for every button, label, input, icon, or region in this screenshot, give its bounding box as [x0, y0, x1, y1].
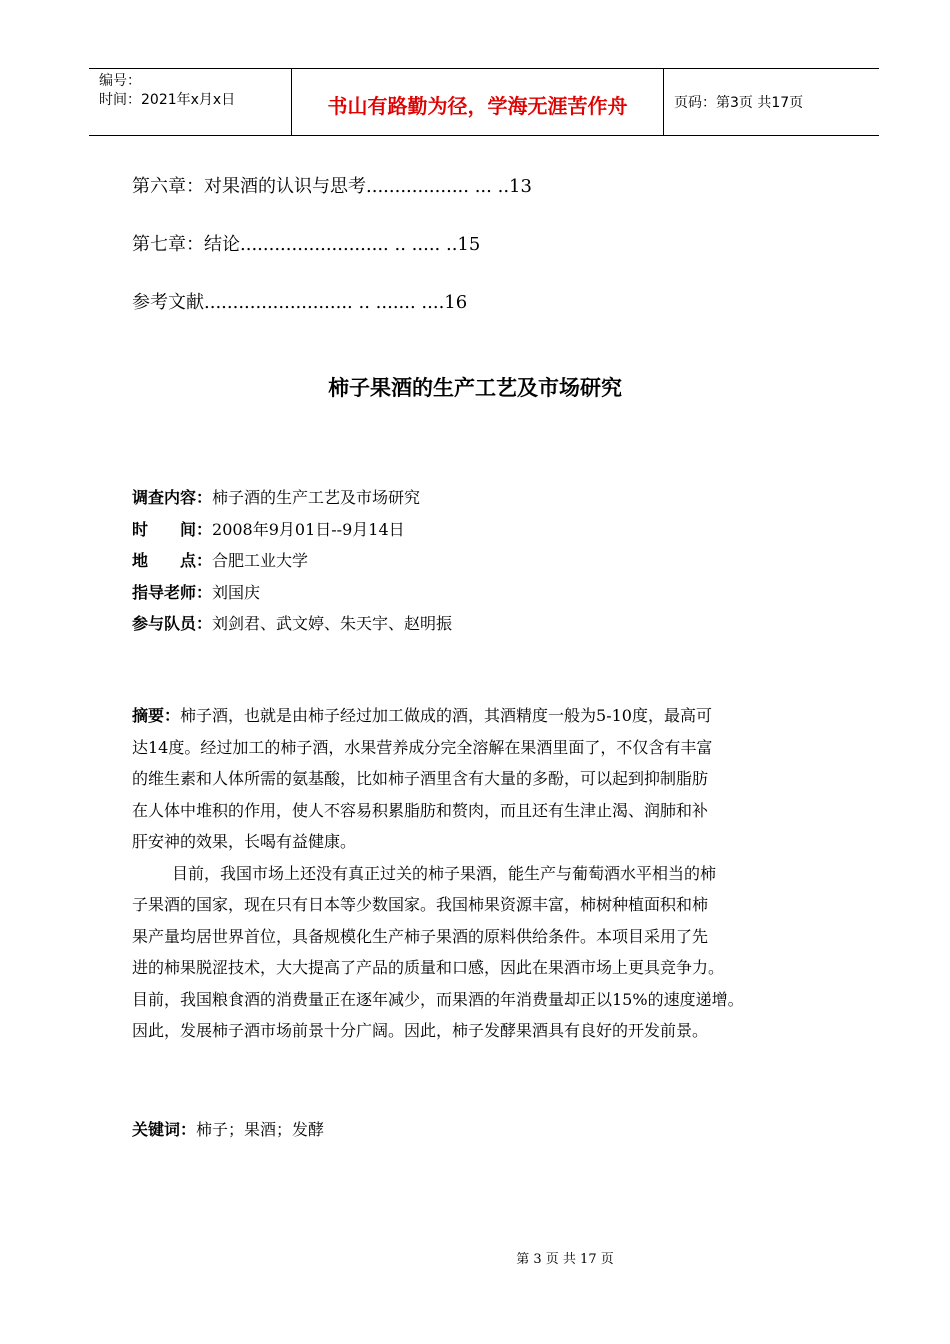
info-row [132, 577, 452, 609]
toc-entry: 第六章：对果酒的认识与思考.................. ... ..13 [132, 176, 532, 197]
keywords [132, 1117, 324, 1140]
abstract-label: 摘要： [132, 706, 181, 725]
abstract-line: 因此，发展柿子酒市场前景十分广阔。因此，柿子发酵果酒具有良好的开发前景。 [132, 1021, 709, 1040]
info-value: 刘国庆 [212, 582, 261, 602]
header-motto: 书山有路勤为径，学海无涯苦作舟 [291, 69, 664, 135]
keywords-value: 柿子；果酒；发酵 [196, 1120, 325, 1139]
abstract-line: 子果酒的国家，现在只有日本等少数国家。我国柿果资源丰富，柿树种植面积和柿 [132, 895, 709, 914]
abstract-line: 进的柿果脱涩技术，大大提高了产品的质量和口感，因此在果酒市场上更具竞争力。 [132, 958, 725, 977]
info-label: 地 点： [132, 551, 213, 570]
time-label: 时间：2021年x月x日 [99, 92, 236, 108]
header-page-info: 页码：第3页 共17页 [674, 95, 804, 111]
abstract-line: 达14度。经过加工的柿子酒，水果营养成分完全溶解在果酒里面了，不仅含有丰富 [132, 737, 713, 757]
abstract-line: 目前，我国粮食酒的消费量正在逐年减少，而果酒的年消费量却正以15%的速度递增。 [132, 989, 744, 1009]
abstract-line: 柿子酒，也就是由柿子经过加工做成的酒，其酒精度一般为5-10度，最高可 [180, 706, 712, 725]
abstract [132, 700, 852, 1047]
number-label: 编号： [99, 73, 141, 89]
info-row [132, 482, 452, 514]
info-value: 合肥工业大学 [212, 551, 309, 570]
abstract-line: 果产量均居世界首位，具备规模化生产柿子果酒的原料供给条件。本项目采用了先 [132, 926, 709, 946]
info-value: 刘剑君、武文婷、朱天宇、赵明振 [212, 614, 453, 633]
abstract-line: 肝安神的效果，长喝有益健康。 [132, 832, 357, 851]
toc-entry: 参考文献.......................... .. ....... ....16 [132, 292, 468, 313]
info-row [132, 545, 452, 577]
info-label: 指导老师： [132, 582, 213, 602]
abstract-line: 的维生素和人体所需的氨基酸，比如柿子酒里含有大量的多酚，可以起到抑制脂肪 [132, 769, 709, 788]
document-title: 柿子果酒的生产工艺及市场研究 [328, 376, 622, 400]
info-label: 参与队员： [132, 614, 213, 633]
info-label: 时 间： [132, 519, 213, 539]
info-label: 调查内容： [132, 488, 213, 507]
keywords-label: 关键词： [132, 1120, 197, 1139]
abstract-line: 在人体中堆积的作用，使人不容易积累脂肪和赘肉，而且还有生津止渴、润肺和补 [132, 800, 709, 820]
info-row [132, 608, 452, 640]
info-row [132, 514, 452, 546]
abstract-line: 目前，我国市场上还没有真正过关的柿子果酒，能生产与葡萄酒水平相当的柿 [172, 863, 717, 883]
page-footer: 第 3 页 共 17 页 [516, 1252, 614, 1267]
survey-info [132, 482, 452, 640]
info-value: 柿子酒的生产工艺及市场研究 [212, 488, 421, 507]
header-meta [89, 69, 291, 135]
info-value: 2008年9月01日--9月14日 [212, 519, 405, 539]
page-header [89, 68, 879, 136]
toc-entry: 第七章：结论.......................... .. ..... ..15 [132, 234, 481, 255]
